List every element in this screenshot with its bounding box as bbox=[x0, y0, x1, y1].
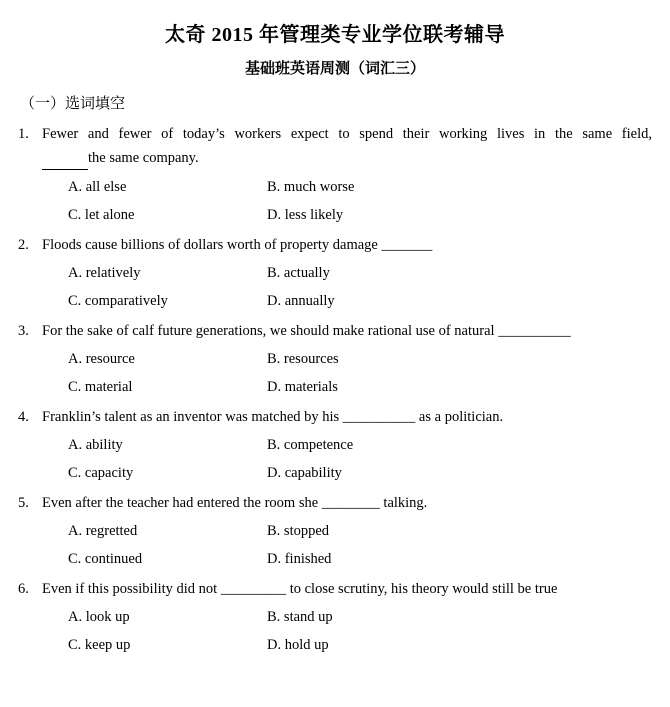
option-list bbox=[42, 349, 654, 398]
document-subtitle: 基础班英语周测（词汇三） bbox=[244, 61, 425, 77]
option-d[interactable]: D. hold up bbox=[267, 636, 329, 653]
option-list bbox=[42, 177, 654, 226]
option-b[interactable]: B. stand up bbox=[267, 608, 333, 625]
option-c[interactable]: C. capacity bbox=[68, 464, 134, 481]
option-row bbox=[42, 549, 654, 570]
question-stem: Even after the teacher had entered the room she ________ talking. bbox=[42, 494, 428, 511]
option-list bbox=[42, 435, 654, 484]
option-c[interactable]: C. material bbox=[68, 378, 133, 395]
option-d[interactable]: D. less likely bbox=[267, 206, 344, 223]
question-stem: For the sake of calf future generations, we should make rational use of natural __________ bbox=[42, 322, 571, 339]
question-stem-continuation bbox=[42, 148, 654, 170]
option-b[interactable]: B. actually bbox=[267, 264, 330, 281]
option-list bbox=[42, 263, 654, 312]
question-number: 2. bbox=[18, 236, 29, 253]
question-stem: Even if this possibility did not _________ to close scrutiny, his theory would still be true bbox=[42, 580, 558, 597]
option-a[interactable]: A. look up bbox=[68, 608, 130, 625]
option-d[interactable]: D. materials bbox=[267, 378, 338, 395]
option-a[interactable]: A. all else bbox=[68, 178, 127, 195]
option-c[interactable]: C. keep up bbox=[68, 636, 131, 653]
option-list bbox=[42, 607, 654, 656]
option-c[interactable]: C. let alone bbox=[68, 206, 135, 223]
option-row bbox=[42, 521, 654, 542]
option-row bbox=[42, 463, 654, 484]
option-a[interactable]: A. ability bbox=[68, 436, 123, 453]
section-heading: （一）选词填空 bbox=[20, 95, 126, 112]
option-row bbox=[42, 435, 654, 456]
option-row bbox=[42, 263, 654, 284]
option-list bbox=[42, 521, 654, 570]
option-d[interactable]: D. capability bbox=[267, 464, 342, 481]
option-b[interactable]: B. competence bbox=[267, 436, 354, 453]
option-row bbox=[42, 377, 654, 398]
question-stem: Franklin’s talent as an inventor was matched by his __________ as a politician. bbox=[42, 408, 504, 425]
option-b[interactable]: B. stopped bbox=[267, 522, 330, 539]
question-stem: Fewer and fewer of today’s workers expect to spend their working lives in the same field, bbox=[42, 125, 652, 142]
question-number: 4. bbox=[18, 408, 29, 425]
answer-blank bbox=[42, 148, 88, 170]
option-row bbox=[42, 177, 654, 198]
question-item bbox=[16, 579, 654, 656]
question-item bbox=[16, 407, 654, 484]
option-d[interactable]: D. annually bbox=[267, 292, 335, 309]
option-a[interactable]: A. relatively bbox=[68, 264, 141, 281]
option-row bbox=[42, 205, 654, 226]
question-number: 1. bbox=[18, 125, 29, 142]
question-number: 5. bbox=[18, 494, 29, 511]
question-number: 6. bbox=[18, 580, 29, 597]
option-row bbox=[42, 349, 654, 370]
option-b[interactable]: B. much worse bbox=[267, 178, 355, 195]
question-item bbox=[16, 321, 654, 398]
option-row bbox=[42, 291, 654, 312]
question-item bbox=[16, 235, 654, 312]
option-a[interactable]: A. regretted bbox=[68, 522, 138, 539]
question-number: 3. bbox=[18, 322, 29, 339]
option-d[interactable]: D. finished bbox=[267, 550, 332, 567]
question-stem-continuation-text: the same company. bbox=[88, 149, 199, 166]
option-c[interactable]: C. comparatively bbox=[68, 292, 168, 309]
question-item bbox=[16, 124, 654, 226]
option-b[interactable]: B. resources bbox=[267, 350, 339, 367]
question-item bbox=[16, 493, 654, 570]
option-row bbox=[42, 607, 654, 628]
question-stem: Floods cause billions of dollars worth of property damage _______ bbox=[42, 236, 433, 253]
option-c[interactable]: C. continued bbox=[68, 550, 143, 567]
option-a[interactable]: A. resource bbox=[68, 350, 135, 367]
document-title: 太奇 2015 年管理类专业学位联考辅导 bbox=[165, 24, 505, 46]
option-row bbox=[42, 635, 654, 656]
